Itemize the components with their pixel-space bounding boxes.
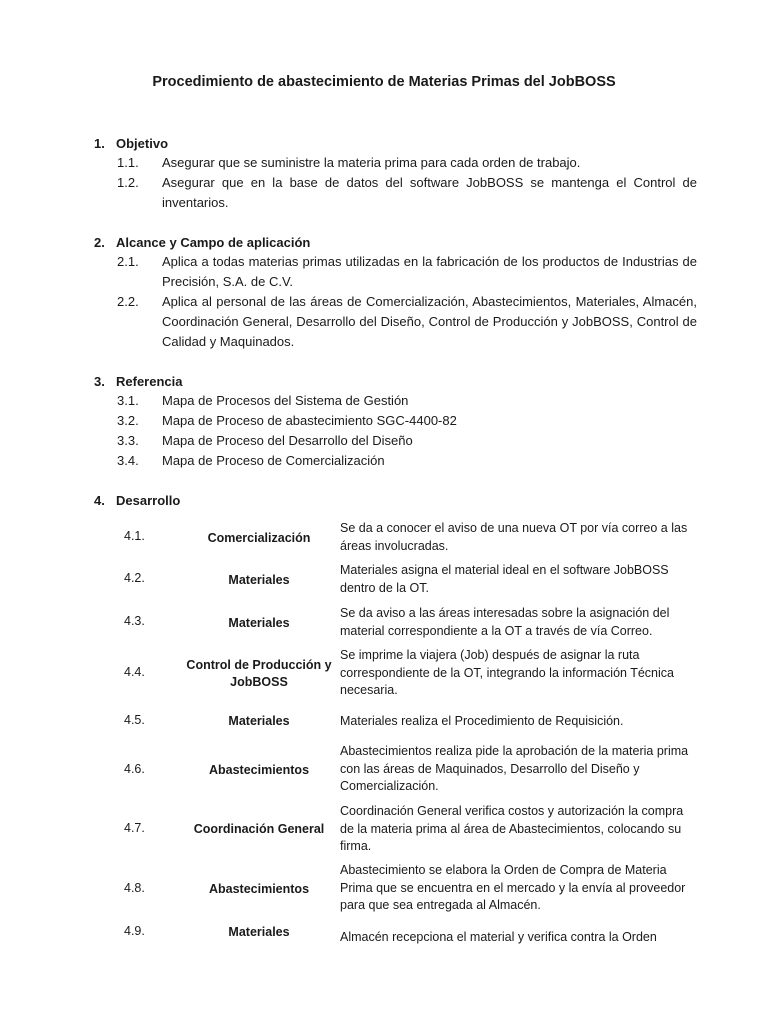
row-description: Coordinación General verifica costos y autorización la compra de la materia prima al área de Abastecimientos, colocando su firma. <box>340 804 684 853</box>
section-heading-objetivo <box>94 136 168 151</box>
section-number: 3. <box>94 374 105 389</box>
row-number: 4.2. <box>124 571 145 585</box>
item-number: 2.1. <box>117 254 139 269</box>
row-number: 4.7. <box>124 821 145 835</box>
section-title: Alcance y Campo de aplicación <box>116 235 311 250</box>
item-number: 1.2. <box>117 175 139 190</box>
section-title: Desarrollo <box>116 493 181 508</box>
item-text: Aplica a todas materias primas utilizadas en la fabricación de los productos de Industrias de Precisión, S.A. de C.V. <box>162 254 697 289</box>
row-description: Abastecimiento se elabora la Orden de Compra de Materia Prima que se encuentra en el mercado y la envía al proveedor para que sea entregada al Almacén. <box>340 863 686 912</box>
section-title: Referencia <box>116 374 183 389</box>
item-text: Mapa de Proceso del Desarrollo del Diseño <box>162 433 413 448</box>
row-department: Abastecimientos <box>208 882 310 896</box>
section-heading-referencia <box>94 374 182 389</box>
row-number: 4.8. <box>124 881 145 895</box>
item-number: 1.1. <box>117 155 139 170</box>
list-item <box>117 431 697 451</box>
list-item <box>117 391 697 411</box>
row-department: Comercialización <box>207 531 311 545</box>
row-description: Se da aviso a las áreas interesadas sobre la asignación del material correspondiente a la OT a través de vía Correo. <box>340 606 670 638</box>
row-number: 4.5. <box>124 713 145 727</box>
item-number: 2.2. <box>117 294 139 309</box>
row-number: 4.3. <box>124 614 145 628</box>
item-text: Aplica al personal de las áreas de Comercialización, Abastecimientos, Materiales, Almacén, Coordinación General, Desarrollo del Diseño, Control de Producción y JobBOSS, Control de Calidad y Maquinados. <box>162 294 697 349</box>
row-department: Materiales <box>228 714 290 728</box>
item-text: Mapa de Proceso de abastecimiento SGC-4400-82 <box>162 413 457 428</box>
row-description: Materiales realiza el Procedimiento de Requisición. <box>340 714 624 728</box>
list-item <box>117 411 697 431</box>
section-title: Objetivo <box>116 136 169 151</box>
row-department: Control de Producción y JobBOSS <box>186 658 332 689</box>
row-department: Materiales <box>228 573 290 587</box>
list-item <box>117 292 697 352</box>
row-number: 4.4. <box>124 665 145 679</box>
list-item <box>117 451 697 471</box>
section-number: 1. <box>94 136 105 151</box>
section-number: 4. <box>94 493 105 508</box>
row-department: Materiales <box>228 925 290 939</box>
item-number: 3.3. <box>117 433 139 448</box>
item-number: 3.1. <box>117 393 139 408</box>
item-number: 3.2. <box>117 413 139 428</box>
item-text: Asegurar que en la base de datos del software JobBOSS se mantenga el Control de inventarios. <box>162 175 697 210</box>
row-description: Almacén recepciona el material y verifica contra la Orden <box>340 930 657 944</box>
row-department: Coordinación General <box>193 822 325 836</box>
section-number: 2. <box>94 235 105 250</box>
row-description: Abastecimientos realiza pide la aprobación de la materia prima con las áreas de Maquinados, Desarrollo del Diseño y Comercialización. <box>340 744 689 793</box>
row-description: Materiales asigna el material ideal en el software JobBOSS dentro de la OT. <box>340 563 669 595</box>
item-number: 3.4. <box>117 453 139 468</box>
document-title: Procedimiento de abastecimiento de Materias Primas del JobBOSS <box>152 74 616 90</box>
row-number: 4.1. <box>124 529 145 543</box>
row-description: Se da a conocer el aviso de una nueva OT por vía correo a las áreas involucradas. <box>340 521 688 553</box>
item-text: Mapa de Procesos del Sistema de Gestión <box>162 393 409 408</box>
list-item <box>117 252 697 292</box>
list-item <box>117 173 697 213</box>
list-item <box>117 153 697 173</box>
row-department: Abastecimientos <box>208 763 310 777</box>
item-text: Asegurar que se suministre la materia prima para cada orden de trabajo. <box>162 155 581 170</box>
row-department: Materiales <box>228 616 290 630</box>
section-heading-desarrollo <box>94 493 180 508</box>
row-number: 4.9. <box>124 924 145 938</box>
row-description: Se imprime la viajera (Job) después de asignar la ruta correspondiente de la OT, integrando la información Técnica necesaria. <box>340 648 674 697</box>
section-heading-alcance <box>94 235 310 250</box>
row-number: 4.6. <box>124 762 145 776</box>
item-text: Mapa de Proceso de Comercialización <box>162 453 385 468</box>
